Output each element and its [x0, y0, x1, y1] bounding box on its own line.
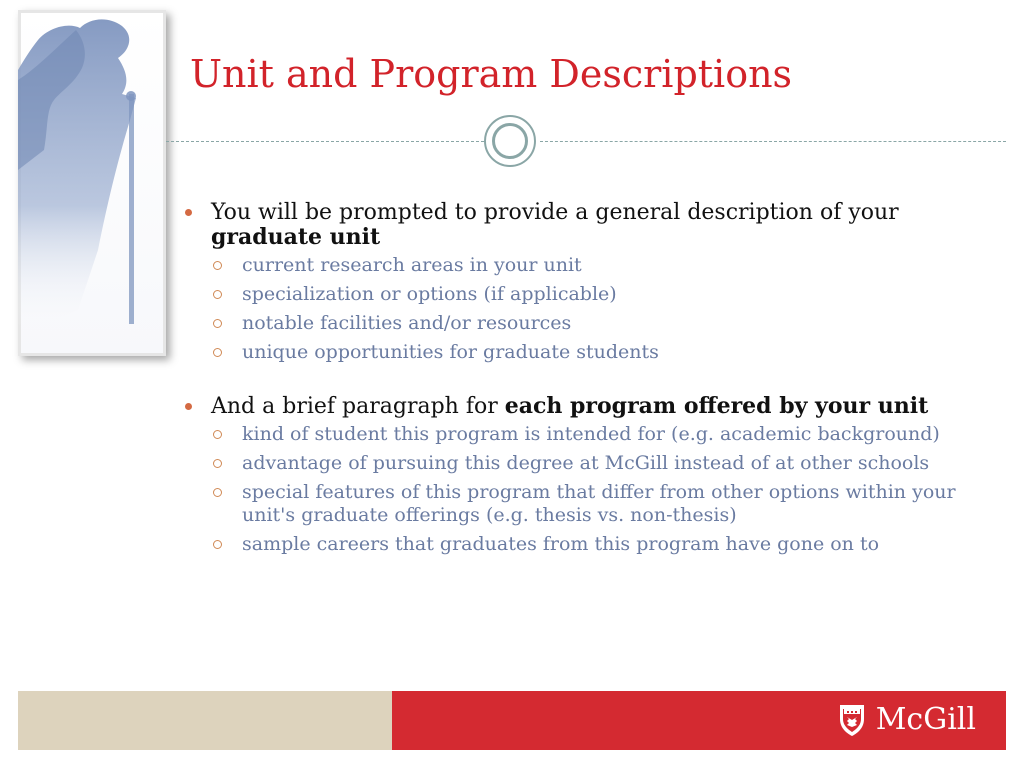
bullet-bold-text: each program offered by your unit	[504, 393, 929, 419]
sub-item-text: unique opportunities for graduate students	[242, 341, 659, 363]
bullet-item	[183, 200, 993, 250]
sub-item-text: specialization or options (if applicable)	[242, 283, 617, 305]
sub-item-text: sample careers that graduates from this program have gone on to	[242, 533, 880, 555]
circle-icon-inner	[492, 123, 528, 159]
divider-line-right	[540, 141, 1006, 142]
statue-image	[18, 10, 166, 356]
sub-list	[183, 423, 993, 556]
slide-content	[183, 200, 993, 562]
statue-silhouette	[18, 10, 166, 356]
hollow-circle-icon	[213, 290, 222, 299]
sub-list-item	[183, 312, 993, 335]
hollow-circle-icon	[213, 261, 222, 270]
hollow-circle-icon	[213, 319, 222, 328]
footer-band-right	[392, 691, 1006, 750]
page-title: Unit and Program Descriptions	[190, 52, 793, 96]
sub-list-item	[183, 283, 993, 306]
hollow-circle-icon	[213, 430, 222, 439]
spacer	[183, 370, 993, 394]
sub-list-item	[183, 452, 993, 475]
mcgill-crest-icon	[838, 703, 866, 737]
bullet-item	[183, 394, 993, 419]
divider-line-left	[166, 141, 484, 142]
sub-list-item	[183, 481, 993, 527]
sub-list	[183, 254, 993, 364]
bullet-section-1	[183, 200, 993, 364]
hollow-circle-icon	[213, 540, 222, 549]
sub-item-text: kind of student this program is intended for (e.g. academic background)	[242, 423, 940, 445]
hollow-circle-icon	[213, 488, 222, 497]
mcgill-logo	[838, 702, 976, 738]
sub-list-item	[183, 423, 993, 446]
hollow-circle-icon	[213, 459, 222, 468]
bullet-section-2	[183, 394, 993, 556]
sub-item-text: advantage of pursuing this degree at McGill instead of at other schools	[242, 452, 930, 474]
bullet-text: And a brief paragraph for	[211, 394, 505, 419]
sub-list-item	[183, 533, 993, 556]
logo-text: McGill	[875, 702, 976, 737]
sub-item-text: notable facilities and/or resources	[242, 312, 572, 334]
sub-list-item	[183, 254, 993, 277]
footer-band-left	[18, 691, 392, 750]
circle-icon	[484, 115, 536, 167]
sub-item-text: special features of this program that differ from other options within your unit's graduate offerings (e.g. thesis vs. non-thesis)	[242, 481, 956, 526]
bullet-bold-text: graduate unit	[211, 224, 381, 250]
sub-item-text: current research areas in your unit	[242, 254, 582, 276]
bullet-dot-icon	[185, 403, 192, 410]
hollow-circle-icon	[213, 348, 222, 357]
bullet-text: You will be prompted to provide a general description of your	[211, 200, 899, 225]
bullet-dot-icon	[185, 209, 192, 216]
sub-list-item	[183, 341, 993, 364]
